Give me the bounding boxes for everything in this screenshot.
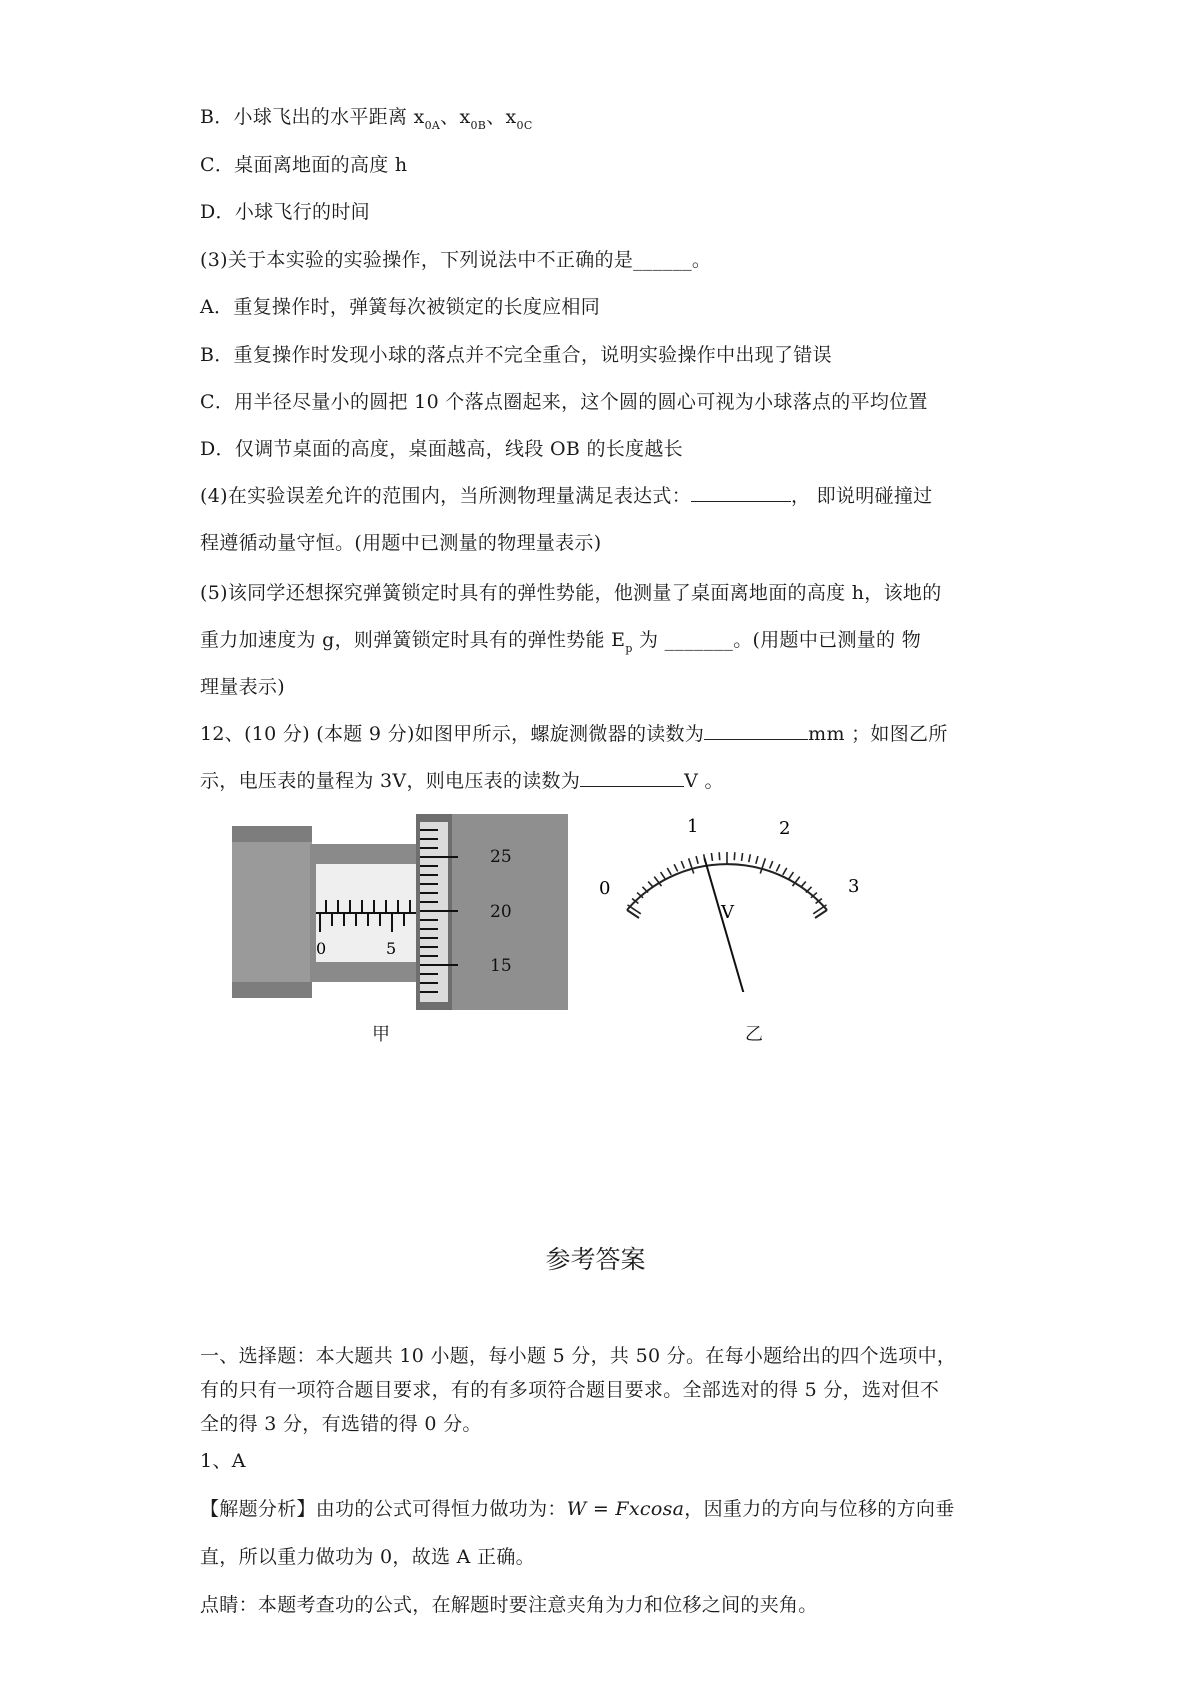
scale-tick: [696, 856, 698, 864]
answers-section1-line1: 一、选择题：本大题共 10 小题，每小题 5 分，共 50 分。在每小题给出的四个选项中，: [200, 1345, 957, 1367]
unit-label-v: V: [721, 902, 734, 923]
question-5-line2: 重力加速度为 g，则弹簧锁定时具有的弹性势能 $E_p$ 为 _______。(用题中已测量的 物: [200, 629, 921, 655]
work-formula: W = Fxcosa: [566, 1498, 685, 1520]
option-2b: B．小球飞出的水平距离 $x_{0A}$、$x_{0B}$、$x_{0C}$: [200, 106, 533, 132]
answer-1: 1、A: [200, 1450, 246, 1472]
answer-blank: [691, 483, 791, 502]
scale-tick: [776, 864, 780, 871]
scale-tick: [648, 882, 653, 888]
scale-tick: [801, 882, 806, 888]
analysis-line1: 【解题分析】由功的公式可得恒力做功为：W = Fxcosa，因重力的方向与位移的方向垂: [200, 1498, 955, 1520]
figure-caption-jia: 甲: [372, 1024, 390, 1045]
scale-tick: [770, 861, 773, 868]
comment-line: 点睛：本题考查功的公式，在解题时要注意夹角为力和位移之间的夹角。: [200, 1594, 818, 1616]
question-4-line1: (4)在实验误差允许的范围内，当所测物理量满足表达式： ， 即说明碰撞过: [200, 485, 933, 507]
scale-tick: [674, 864, 678, 871]
scale-tick: [742, 853, 743, 861]
scale-label-3: 3: [848, 876, 860, 897]
sleeve-label-0: 0: [316, 939, 327, 958]
needle-line: [704, 858, 745, 992]
voltmeter-figure: [595, 812, 875, 992]
scale-tick: [711, 853, 712, 861]
voltmeter-needle: [704, 858, 745, 992]
question-12-line2: 示，电压表的量程为 3V，则电压表的读数为 V 。: [200, 770, 724, 792]
sleeve-label-5: 5: [386, 939, 397, 958]
answers-title: 参考答案: [545, 1245, 646, 1274]
scale-tick: [760, 858, 765, 873]
option-3d: D．仅调节桌面的高度，桌面越高，线段 OB 的长度越长: [200, 438, 683, 460]
figure-caption-yi: 乙: [745, 1024, 763, 1045]
scale-tick: [661, 872, 665, 879]
scale-label-0: 0: [599, 878, 611, 899]
thimble-label-15: 15: [490, 956, 512, 976]
option-3b: B．重复操作时发现小球的落点并不完全重合，说明实验操作中出现了错误: [200, 344, 832, 366]
answers-section1-line3: 全的得 3 分，有选错的得 0 分。: [200, 1413, 482, 1435]
option-3c: C．用半径尽量小的圆把 10 个落点圈起来，这个圆的圆心可视为小球落点的平均位置: [200, 391, 928, 413]
question-5-line1: (5)该同学还想探究弹簧锁定时具有的弹性势能，他测量了桌面离地面的高度 h，该地的: [200, 582, 942, 604]
question-4-line2: 程遵循动量守恒。(用题中已测量的物理量表示): [200, 532, 602, 554]
analysis-line2: 直，所以重力做功为 0，故选 A 正确。: [200, 1546, 535, 1568]
scale-tick: [689, 858, 694, 873]
scale-tick: [667, 868, 671, 875]
scale-label-2: 2: [779, 818, 791, 839]
question-3: (3)关于本实验的实验操作，下列说法中不正确的是______。: [200, 249, 712, 271]
scale-tick: [756, 856, 758, 864]
question-5-line3: 理量表示): [200, 676, 285, 698]
micrometer-figure: [230, 812, 570, 1012]
scale-tick: [783, 868, 787, 875]
scale-label-1: 1: [687, 816, 699, 837]
scale-tick: [749, 854, 751, 862]
option-2c: C．桌面离地面的高度 h: [200, 154, 408, 176]
thimble-label-20: 20: [490, 902, 512, 922]
question-12-line1: 12、(10 分) (本题 9 分)如图甲所示，螺旋测微器的读数为 mm ；如图乙所: [200, 723, 948, 745]
thimble-label-25: 25: [490, 847, 512, 867]
scale-tick: [681, 861, 684, 868]
scale-tick: [789, 872, 793, 879]
scale-tick: [734, 852, 735, 860]
option-3a: A．重复操作时，弹簧每次被锁定的长度应相同: [200, 296, 601, 318]
option-2d: D．小球飞行的时间: [200, 201, 370, 223]
answer-blank: [580, 768, 684, 787]
answer-blank: [704, 721, 808, 740]
scale-tick: [719, 852, 720, 860]
answers-section1-line2: 有的只有一项符合题目要求，有的有多项符合题目要求。全部选对的得 5 分，选对但不: [200, 1379, 940, 1401]
